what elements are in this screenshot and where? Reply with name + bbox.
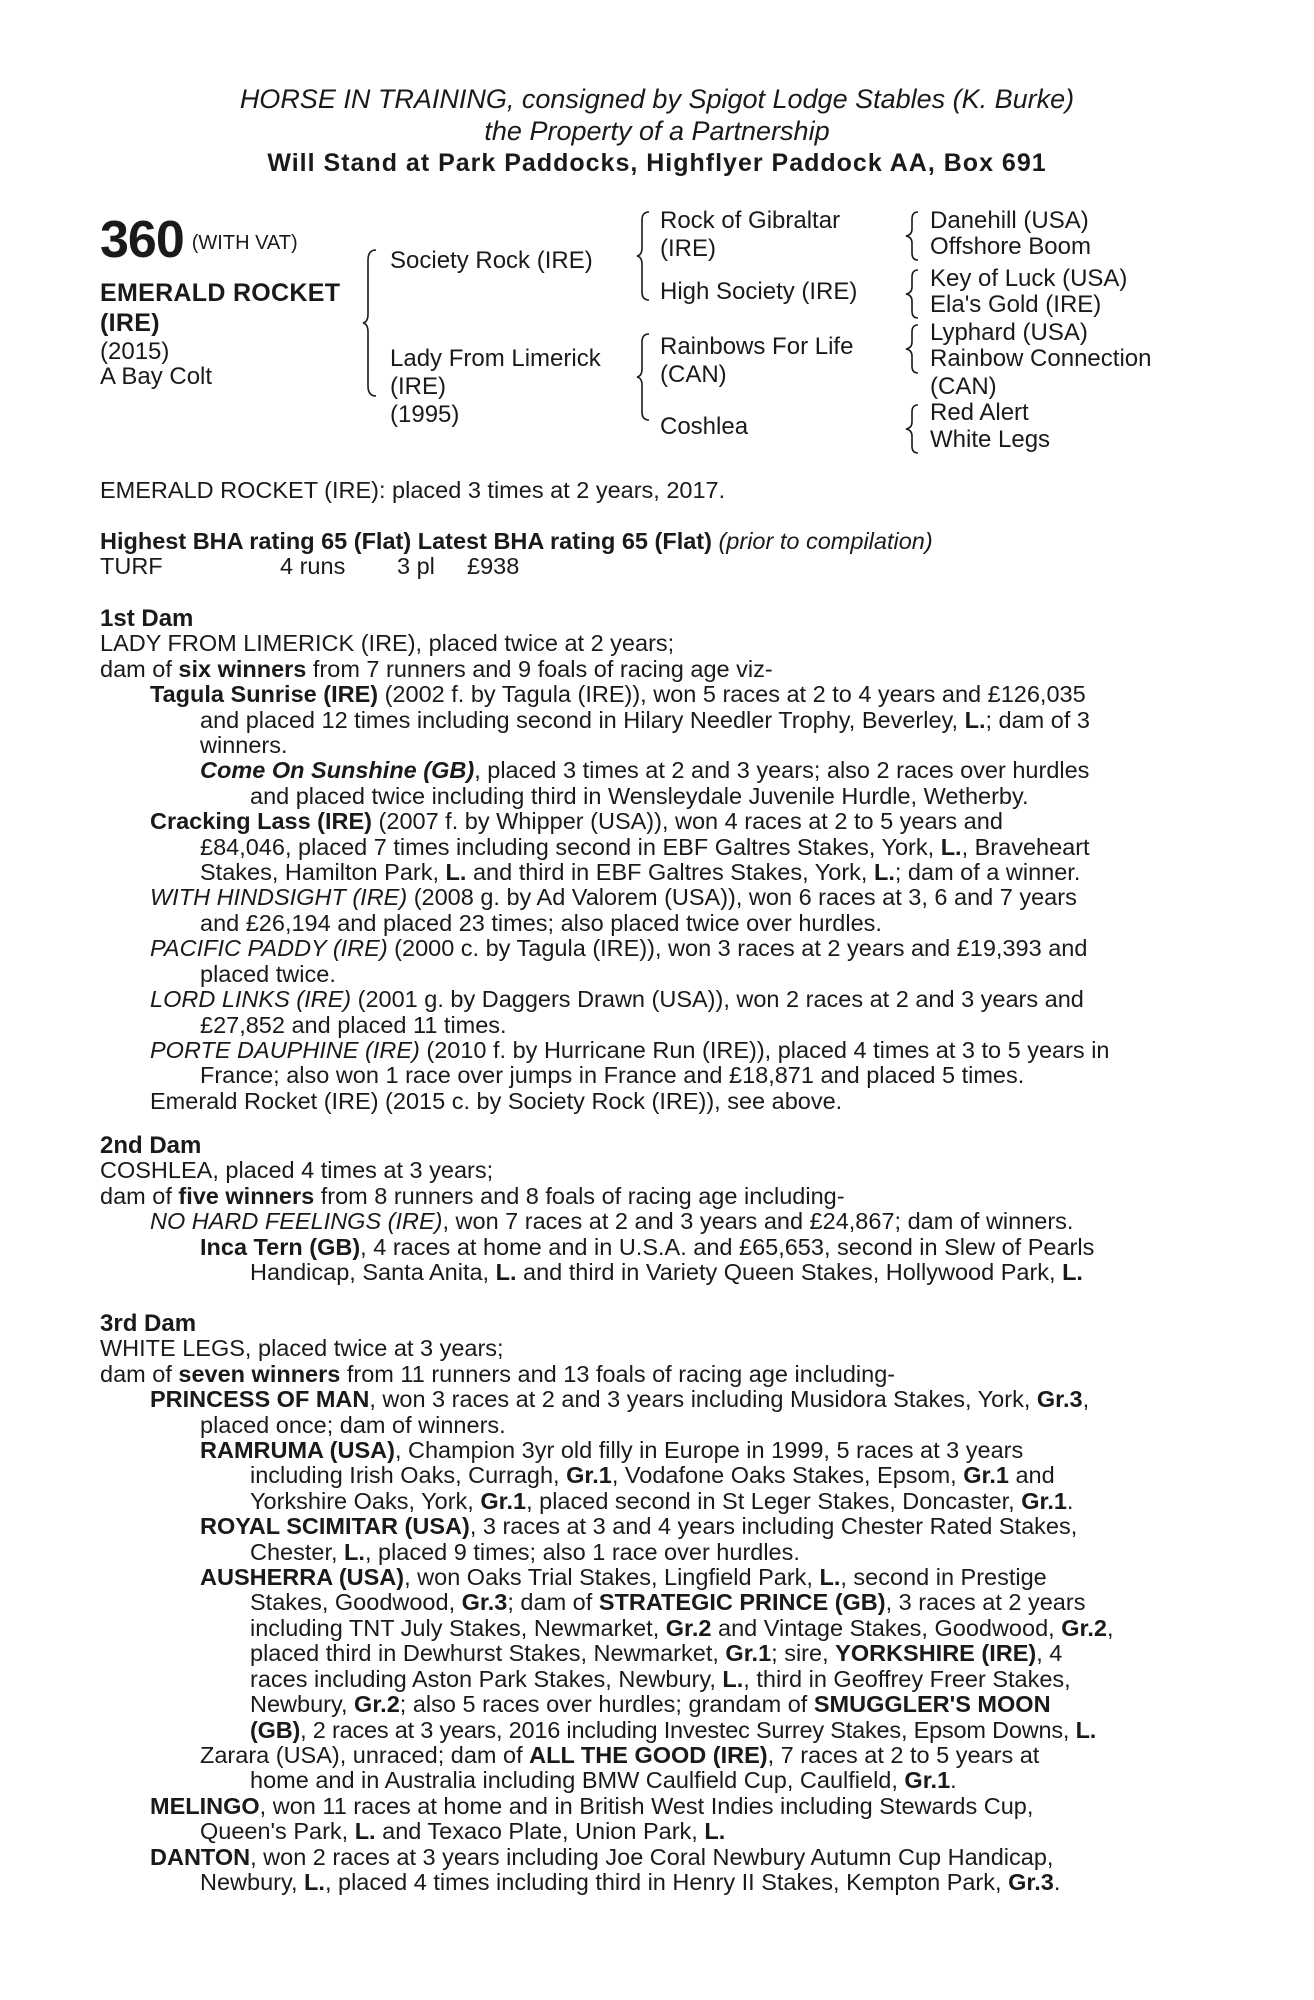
sire-line-brace bbox=[635, 210, 653, 302]
text: and placed 12 times including second in Hilary Needler Trophy, Beverley, bbox=[200, 706, 965, 733]
pedigree-sire-sire bbox=[660, 207, 840, 263]
header-property: the Property of a Partnership bbox=[484, 116, 830, 146]
horse-description: A Bay Colt bbox=[100, 363, 213, 390]
pedigree-g8: White Legs bbox=[930, 426, 1051, 453]
header-consignor: HORSE IN TRAINING, consigned by Spigot Lodge Stables (K. Burke) bbox=[239, 84, 1075, 114]
produce-entry-cont: and placed twice including third in Wensleydale Juvenile Hurdle, Wetherby. bbox=[250, 782, 1029, 809]
pedigree-dam-sire bbox=[660, 333, 853, 389]
produce-entry-cont bbox=[100, 1692, 1210, 1717]
pedigree-g3: Key of Luck (USA) bbox=[930, 265, 1128, 292]
text: Chester, bbox=[250, 1538, 345, 1565]
sire-dam-brace bbox=[362, 248, 380, 398]
text: ; dam of bbox=[507, 1589, 599, 1616]
pedigree-g2: Offshore Boom bbox=[930, 233, 1091, 260]
text: , third in Geoffrey Freer Stakes, bbox=[743, 1665, 1071, 1692]
text: Queen's Park, bbox=[200, 1818, 355, 1845]
second-dam-intro: COSHLEA, placed 4 times at 3 years; bbox=[100, 1157, 494, 1184]
produce-entry bbox=[100, 1387, 1210, 1412]
horse-name: AUSHERRA (USA) bbox=[200, 1564, 405, 1591]
text: and third in Variety Queen Stakes, Hollywood Park, bbox=[516, 1259, 1063, 1286]
text: Zarara (USA), unraced; dam of bbox=[200, 1741, 530, 1768]
second-dam-section bbox=[100, 1133, 1210, 1285]
text: including Irish Oaks, Curragh, bbox=[250, 1462, 567, 1489]
second-dam-title: 2nd Dam bbox=[100, 1132, 202, 1159]
pedigree-sire-sire-line1: Rock of Gibraltar bbox=[660, 207, 841, 234]
grade: Gr.1 bbox=[904, 1767, 951, 1794]
text: , placed 4 times including third in Henry II Stakes, Kempton Park, bbox=[324, 1868, 1009, 1895]
pedigree-dam-line1: Lady From Limerick bbox=[390, 345, 601, 372]
g-brace-2 bbox=[904, 268, 922, 320]
horse-name: YORKSHIRE (IRE) bbox=[835, 1640, 1037, 1667]
text: , 3 races at 2 years bbox=[885, 1589, 1086, 1616]
produce-entry bbox=[100, 1235, 1210, 1260]
horse-name: Come On Sunshine (GB) bbox=[200, 757, 475, 784]
produce-entry bbox=[100, 1743, 1210, 1768]
produce-entry-cont: and £26,194 and placed 23 times; also placed twice over hurdles. bbox=[200, 909, 882, 936]
text: , Braveheart bbox=[961, 833, 1090, 860]
grade: L. bbox=[873, 859, 895, 886]
text: , 7 races at 2 to 5 years at bbox=[767, 1741, 1040, 1768]
winners-count: five winners bbox=[178, 1182, 315, 1209]
produce-entry bbox=[100, 1038, 1210, 1063]
pedigree-g6-line2: (CAN) bbox=[930, 373, 997, 400]
grade: L. bbox=[940, 833, 962, 860]
pedigree-sire-dam: High Society (IRE) bbox=[660, 278, 858, 305]
horse-name: Cracking Lass (IRE) bbox=[150, 808, 373, 835]
text: from 11 runners and 13 foals of racing age including- bbox=[340, 1360, 896, 1387]
pedigree-dam bbox=[390, 345, 601, 429]
stats-surface: TURF bbox=[100, 553, 163, 580]
pedigree-g6-line1: Rainbow Connection bbox=[930, 345, 1152, 372]
produce-entry-cont bbox=[100, 1641, 1210, 1666]
text: , Champion 3yr old filly in Europe in 1999, 5 races at 3 years bbox=[394, 1437, 1024, 1464]
text: ; also 5 races over hurdles; grandam of bbox=[399, 1691, 814, 1718]
pedigree-dam-line3: (1995) bbox=[390, 401, 460, 428]
produce-entry-cont: placed once; dam of winners. bbox=[200, 1411, 506, 1438]
g-brace-4 bbox=[904, 403, 922, 455]
pedigree-g4: Ela's Gold (IRE) bbox=[930, 291, 1102, 318]
pedigree-dam-dam: Coshlea bbox=[660, 413, 749, 440]
text: Stakes, Goodwood, bbox=[250, 1589, 462, 1616]
produce-entry-cont bbox=[100, 1616, 1210, 1641]
text: dam of bbox=[100, 1182, 179, 1209]
produce-entry-cont: winners. bbox=[200, 732, 288, 759]
grade: Gr.3 bbox=[1036, 1386, 1083, 1413]
grade: Gr.2 bbox=[1061, 1614, 1107, 1641]
grade: Gr.2 bbox=[665, 1614, 712, 1641]
produce-entry bbox=[100, 809, 1210, 834]
grade: L. bbox=[304, 1868, 325, 1895]
vat-note: (WITH VAT) bbox=[191, 232, 298, 254]
horse-name-line1: EMERALD ROCKET bbox=[100, 279, 341, 307]
grade: L. bbox=[964, 706, 986, 733]
text: Newbury, bbox=[200, 1868, 305, 1895]
text: . bbox=[950, 1767, 957, 1794]
text: and third in EBF Galtres Stakes, York, bbox=[466, 859, 874, 886]
produce-entry bbox=[100, 1438, 1210, 1463]
pedigree-dam-sire-line2: (CAN) bbox=[660, 361, 727, 388]
first-dam-produce bbox=[100, 657, 1210, 682]
horse-name: LORD LINKS (IRE) bbox=[150, 986, 352, 1013]
text: , bbox=[1082, 1386, 1090, 1413]
text: including TNT July Stakes, Newmarket, bbox=[250, 1614, 666, 1641]
text: Yorkshire Oaks, York, bbox=[250, 1487, 481, 1514]
horse-name bbox=[100, 278, 380, 338]
text: (2001 g. by Daggers Drawn (USA)), won 2 races at 2 and 3 years and bbox=[351, 986, 1084, 1013]
produce-entry bbox=[100, 1565, 1210, 1590]
grade: L. bbox=[354, 1818, 376, 1845]
pedigree-sire-sire-line2: (IRE) bbox=[660, 235, 716, 262]
horse-name: PORTE DAUPHINE (IRE) bbox=[150, 1036, 420, 1063]
text: Stakes, Hamilton Park, bbox=[200, 859, 446, 886]
grade: L. bbox=[704, 1818, 726, 1845]
produce-entry-cont bbox=[100, 1870, 1210, 1895]
produce-entry bbox=[100, 885, 1210, 910]
horse-name-line2: (IRE) bbox=[100, 309, 160, 337]
horse-name: WITH HINDSIGHT (IRE) bbox=[150, 884, 408, 911]
pedigree-g7: Red Alert bbox=[930, 399, 1029, 426]
first-dam-intro: LADY FROM LIMERICK (IRE), placed twice at 2 years; bbox=[100, 630, 675, 657]
pedigree-dam-line2: (IRE) bbox=[390, 373, 446, 400]
grade: L. bbox=[1075, 1716, 1097, 1743]
produce-entry: Emerald Rocket (IRE) (2015 c. by Society Rock (IRE)), see above. bbox=[150, 1087, 843, 1114]
produce-entry-cont bbox=[100, 1463, 1210, 1488]
pedigree-g5: Lyphard (USA) bbox=[930, 319, 1088, 346]
text: and bbox=[1008, 1462, 1055, 1489]
text: , 2 races at 3 years, 2016 including Investec Surrey Stakes, Epsom Downs, bbox=[300, 1716, 1076, 1743]
grade: L. bbox=[1062, 1259, 1083, 1286]
grade: Gr.1 bbox=[1021, 1487, 1067, 1514]
text: ; sire, bbox=[771, 1640, 836, 1667]
first-dam-title: 1st Dam bbox=[100, 605, 194, 632]
winners-count: six winners bbox=[178, 655, 307, 682]
dam-line-brace bbox=[635, 332, 653, 422]
third-dam-intro: WHITE LEGS, placed twice at 3 years; bbox=[100, 1335, 504, 1362]
grade: Gr.3 bbox=[1008, 1868, 1054, 1895]
horse-name: (GB) bbox=[250, 1716, 301, 1743]
text: from 7 runners and 9 foals of racing age viz- bbox=[306, 655, 773, 682]
horse-name: RAMRUMA (USA) bbox=[200, 1437, 395, 1464]
produce-entry bbox=[100, 758, 1210, 783]
grade: L. bbox=[344, 1538, 365, 1565]
winners-count: seven winners bbox=[178, 1360, 341, 1387]
rating-note: (prior to compilation) bbox=[718, 528, 933, 554]
horse-name: PACIFIC PADDY (IRE) bbox=[150, 935, 388, 962]
grade: L. bbox=[445, 859, 467, 886]
text: £84,046, placed 7 times including second in EBF Galtres Stakes, York, bbox=[200, 833, 941, 860]
text: . bbox=[1053, 1868, 1061, 1895]
text: , bbox=[1106, 1614, 1114, 1641]
text: , 4 races at home and in U.S.A. and £65,653, second in Slew of Pearls bbox=[360, 1233, 1095, 1260]
stats-earnings: £938 bbox=[467, 553, 520, 580]
produce-entry-cont bbox=[100, 860, 1210, 885]
text: , won 11 races at home and in British West Indies including Stewards Cup, bbox=[259, 1792, 1034, 1819]
grade: Gr.1 bbox=[566, 1462, 612, 1489]
pedigree-sire: Society Rock (IRE) bbox=[390, 247, 593, 274]
text: (2000 c. by Tagula (IRE)), won 3 races at 2 years and £19,393 and bbox=[387, 935, 1088, 962]
summary-line: EMERALD ROCKET (IRE): placed 3 times at 2 years, 2017. bbox=[100, 477, 726, 503]
first-dam-section bbox=[100, 606, 1210, 1114]
produce-entry bbox=[100, 987, 1210, 1012]
produce-entry bbox=[100, 682, 1210, 707]
text: . bbox=[1066, 1487, 1074, 1514]
g-brace-1 bbox=[904, 210, 922, 262]
horse-name: NO HARD FEELINGS (IRE) bbox=[150, 1208, 443, 1235]
stats-placed: 3 pl bbox=[397, 553, 435, 580]
text: placed third in Dewhurst Stakes, Newmarket, bbox=[250, 1640, 726, 1667]
text: , 3 races at 3 and 4 years including Chester Rated Stakes, bbox=[469, 1513, 1078, 1540]
rating-block bbox=[100, 529, 1210, 580]
text: dam of bbox=[100, 655, 179, 682]
horse-name: STRATEGIC PRINCE (GB) bbox=[598, 1589, 886, 1616]
produce-entry-cont: placed twice. bbox=[200, 960, 336, 987]
horse-name: ALL THE GOOD (IRE) bbox=[529, 1741, 768, 1768]
text: dam of bbox=[100, 1360, 179, 1387]
produce-entry-cont bbox=[100, 1590, 1210, 1615]
produce-entry-cont bbox=[100, 1819, 1210, 1844]
stats-runs: 4 runs bbox=[280, 553, 346, 580]
text: , Vodafone Oaks Stakes, Epsom, bbox=[611, 1462, 964, 1489]
produce-entry-cont bbox=[100, 835, 1210, 860]
text: (2010 f. by Hurricane Run (IRE)), placed 4 times at 3 to 5 years in bbox=[419, 1036, 1110, 1063]
header-location: Will Stand at Park Paddocks, Highflyer Paddock AA, Box 691 bbox=[267, 149, 1047, 177]
grade: Gr.1 bbox=[480, 1487, 527, 1514]
grade: L. bbox=[819, 1564, 841, 1591]
text: , won 3 races at 2 and 3 years including Musidora Stakes, York, bbox=[369, 1386, 1037, 1413]
grade: Gr.2 bbox=[354, 1691, 400, 1718]
grade: Gr.1 bbox=[725, 1640, 772, 1667]
grade: L. bbox=[495, 1259, 517, 1286]
text: from 8 runners and 8 foals of racing age including- bbox=[314, 1182, 845, 1209]
produce-entry bbox=[100, 1514, 1210, 1539]
horse-name: Tagula Sunrise (IRE) bbox=[150, 681, 379, 708]
text: ; dam of a winner. bbox=[894, 859, 1081, 886]
pedigree-g6 bbox=[930, 345, 1151, 401]
grade: Gr.3 bbox=[461, 1589, 508, 1616]
text: races including Aston Park Stakes, Newbury, bbox=[250, 1665, 723, 1692]
produce-entry-cont bbox=[100, 1260, 1210, 1285]
text: (2002 f. by Tagula (IRE)), won 5 races at 2 to 4 years and £126,035 bbox=[378, 681, 1086, 708]
g-brace-3 bbox=[904, 323, 922, 375]
horse-year: (2015) bbox=[100, 338, 170, 365]
rating-line bbox=[100, 529, 1210, 554]
text: Handicap, Santa Anita, bbox=[250, 1259, 496, 1286]
produce-entry-cont: France; also won 1 race over jumps in France and £18,871 and placed 5 times. bbox=[200, 1062, 1025, 1089]
text: ; dam of 3 bbox=[985, 706, 1090, 733]
text: , 4 bbox=[1036, 1640, 1063, 1667]
third-dam-produce bbox=[100, 1362, 1210, 1387]
produce-entry bbox=[100, 1209, 1210, 1234]
text: and Texaco Plate, Union Park, bbox=[375, 1818, 705, 1845]
third-dam-title: 3rd Dam bbox=[100, 1310, 197, 1337]
text: , won 2 races at 3 years including Joe Coral Newbury Autumn Cup Handicap, bbox=[250, 1843, 1054, 1870]
pedigree-dam-sire-line1: Rainbows For Life bbox=[660, 333, 854, 360]
produce-entry bbox=[100, 1794, 1210, 1819]
produce-entry-cont bbox=[100, 1489, 1210, 1514]
race-stats bbox=[100, 554, 1210, 579]
text: and Vintage Stakes, Goodwood, bbox=[711, 1614, 1062, 1641]
horse-name: ROYAL SCIMITAR (USA) bbox=[200, 1513, 470, 1540]
rating-highest: Highest BHA rating 65 (Flat) bbox=[100, 528, 412, 554]
grade: L. bbox=[722, 1665, 744, 1692]
text: (2008 g. by Ad Valorem (USA)), won 6 races at 3, 6 and 7 years bbox=[407, 884, 1077, 911]
lot-number-block bbox=[100, 210, 298, 270]
horse-name: PRINCESS OF MAN bbox=[150, 1386, 370, 1413]
third-dam-section bbox=[100, 1311, 1210, 1895]
grade: Gr.1 bbox=[963, 1462, 1009, 1489]
produce-entry-cont bbox=[100, 1667, 1210, 1692]
horse-name: SMUGGLER'S MOON bbox=[813, 1691, 1051, 1718]
rating-latest: Latest BHA rating 65 (Flat) bbox=[417, 528, 712, 554]
text: , second in Prestige bbox=[840, 1564, 1047, 1591]
text: Newbury, bbox=[250, 1691, 355, 1718]
text: (2007 f. by Whipper (USA)), won 4 races at 2 to 5 years and bbox=[372, 808, 1003, 835]
produce-entry-cont: £27,852 and placed 11 times. bbox=[200, 1011, 507, 1038]
text: , placed second in St Leger Stakes, Doncaster, bbox=[526, 1487, 1022, 1514]
text: , won Oaks Trial Stakes, Lingfield Park, bbox=[404, 1564, 820, 1591]
horse-name: MELINGO bbox=[150, 1792, 260, 1819]
second-dam-produce bbox=[100, 1184, 1210, 1209]
produce-entry-cont bbox=[100, 1540, 1210, 1565]
text: , won 7 races at 2 and 3 years and £24,867; dam of winners. bbox=[442, 1208, 1074, 1235]
text: , placed 9 times; also 1 race over hurdles. bbox=[364, 1538, 800, 1565]
horse-name: DANTON bbox=[150, 1843, 251, 1870]
produce-entry bbox=[100, 1845, 1210, 1870]
produce-entry-cont bbox=[100, 708, 1210, 733]
produce-entry-cont bbox=[100, 1768, 1210, 1793]
produce-entry-cont bbox=[100, 1718, 1210, 1743]
pedigree-g1: Danehill (USA) bbox=[930, 207, 1089, 234]
produce-entry bbox=[100, 936, 1210, 961]
text: home and in Australia including BMW Caulfield Cup, Caulfield, bbox=[250, 1767, 905, 1794]
horse-name: Inca Tern (GB) bbox=[200, 1233, 361, 1260]
text: , placed 3 times at 2 and 3 years; also 2 races over hurdles bbox=[474, 757, 1090, 784]
lot-number: 360 bbox=[100, 211, 184, 269]
